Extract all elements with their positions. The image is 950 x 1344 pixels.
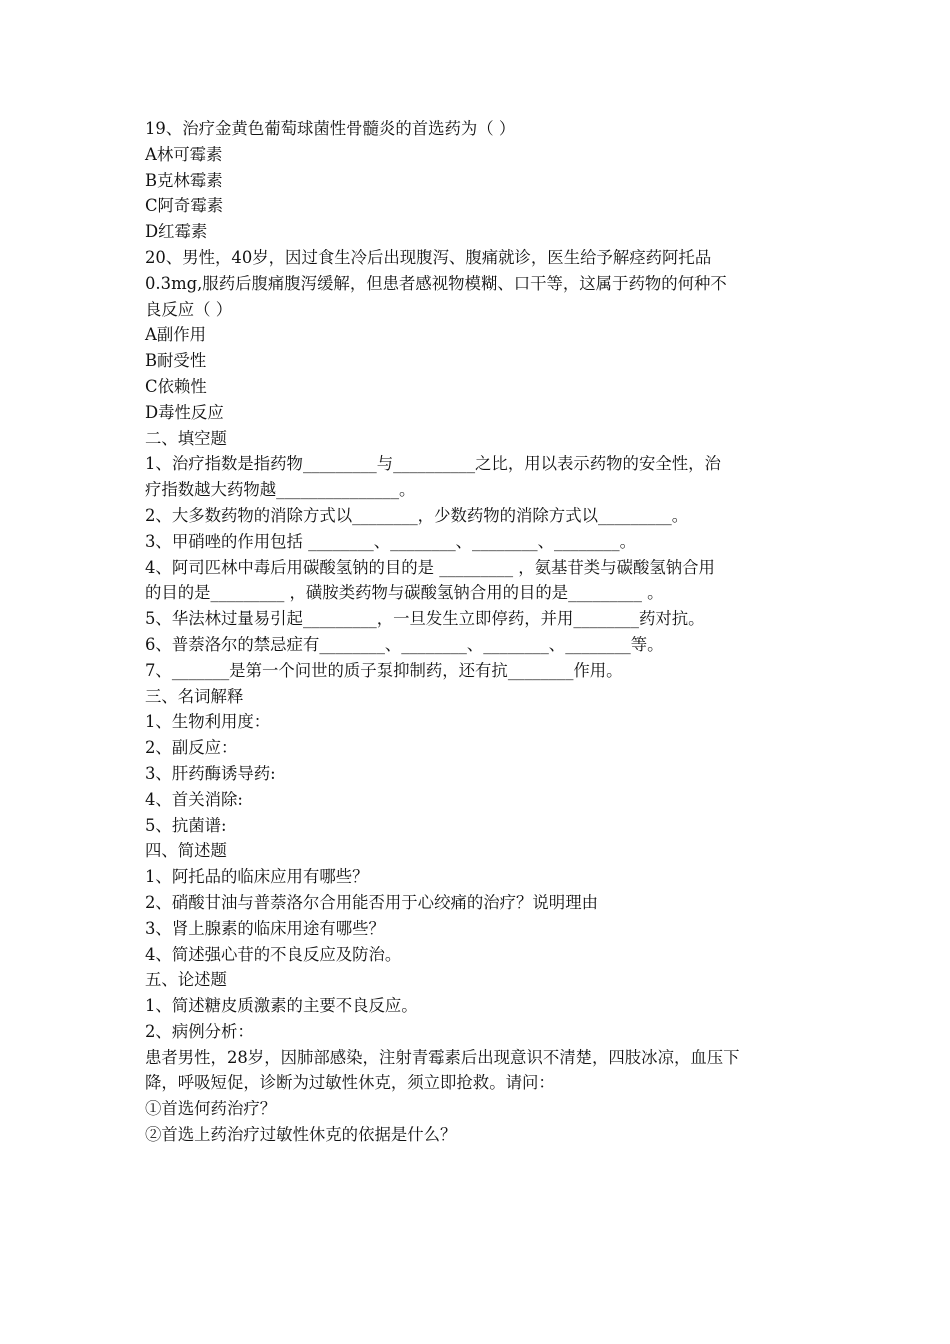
fill-blank-7: 7、_______是第一个问世的质子泵抑制药，还有抗________作用。 <box>145 660 623 680</box>
case-description-line-1: 患者男性，28岁，因肺部感染，注射青霉素后出现意识不清楚，四肢冰凉，血压下 <box>145 1047 740 1067</box>
case-description-line-2: 降，呼吸短促，诊断为过敏性休克，须立即抢救。请问： <box>145 1073 555 1093</box>
fill-blank-6: 6、普萘洛尔的禁忌症有________、________、________、________等。 <box>145 634 664 654</box>
question-19-option-a: A林可霉素 <box>145 144 223 164</box>
term-5: 5、抗菌谱: <box>145 815 227 835</box>
question-20-stem-line-3: 良反应（ ） <box>145 299 233 319</box>
case-question-1: ①首选何药治疗？ <box>145 1099 277 1119</box>
section-heading-fill-blank: 二、填空题 <box>145 428 227 448</box>
short-answer-2: 2、硝酸甘油与普萘洛尔合用能否用于心绞痛的治疗？说明理由 <box>145 892 598 912</box>
question-20-option-d: D毒性反应 <box>145 402 224 422</box>
document-page <box>145 116 813 1148</box>
case-question-2: ②首选上药治疗过敏性休克的依据是什么？ <box>145 1125 457 1145</box>
fill-blank-3: 3、甲硝唑的作用包括 ________、________、________、________。 <box>145 531 636 551</box>
fill-blank-2: 2、大多数药物的消除方式以________，少数药物的消除方式以_________。 <box>145 505 689 525</box>
short-answer-4: 4、简述强心苷的不良反应及防治。 <box>145 944 402 964</box>
question-20-stem-line-1: 20、男性，40岁，因过食生冷后出现腹泻、腹痛就诊，医生给予解痉药阿托品 <box>145 247 712 267</box>
term-3: 3、肝药酶诱导药: <box>145 763 276 783</box>
fill-blank-5: 5、华法林过量易引起_________，一旦发生立即停药，并用________药对抗。 <box>145 609 705 629</box>
essay-1: 1、简述糖皮质激素的主要不良反应。 <box>145 996 418 1016</box>
section-heading-terms: 三、名词解释 <box>145 686 244 706</box>
term-4: 4、首关消除: <box>145 789 243 809</box>
fill-blank-4-line-2: 的目的是_________ ，磺胺类药物与碳酸氢钠合用的目的是_________ 。 <box>145 583 664 603</box>
question-19-option-c: C阿奇霉素 <box>145 196 224 216</box>
question-19-stem: 19、治疗金黄色葡萄球菌性骨髓炎的首选药为（ ） <box>145 119 516 138</box>
short-answer-3: 3、肾上腺素的临床用途有哪些？ <box>145 918 385 938</box>
fill-blank-1-line-1: 1、治疗指数是指药物_________与__________之比，用以表示药物的安全性，治 <box>145 454 721 474</box>
fill-blank-1-line-2: 疗指数越大药物越_______________。 <box>145 480 416 500</box>
question-20-option-c: C依赖性 <box>145 376 207 396</box>
essay-2-heading: 2、病例分析： <box>145 1021 254 1041</box>
question-20-option-a: A副作用 <box>145 325 207 345</box>
term-2: 2、副反应： <box>145 738 238 758</box>
short-answer-1: 1、阿托品的临床应用有哪些？ <box>145 867 369 887</box>
question-19-option-b: B克林霉素 <box>145 170 223 190</box>
section-heading-short-answer: 四、简述题 <box>145 841 227 861</box>
term-1: 1、生物利用度： <box>145 712 271 732</box>
section-heading-essay: 五、论述题 <box>145 970 227 990</box>
question-20-option-b: B耐受性 <box>145 351 207 371</box>
question-20-stem-line-2: 0.3mg,服药后腹痛腹泻缓解，但患者感视物模糊、口干等，这属于药物的何种不 <box>145 273 727 293</box>
fill-blank-4-line-1: 4、阿司匹林中毒后用碳酸氢钠的目的是 _________ ，氨基苷类与碳酸氢钠合用 <box>145 557 715 577</box>
question-19-option-d: D红霉素 <box>145 222 208 242</box>
